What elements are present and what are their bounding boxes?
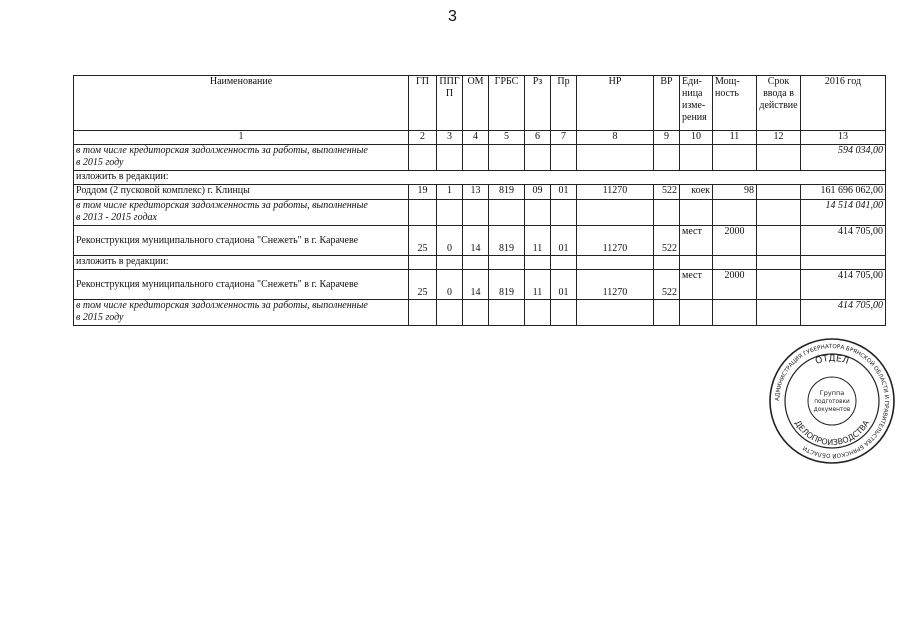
row-amount: 161 696 062,00 xyxy=(801,185,886,200)
stamp-line-1: ОТДЕЛ xyxy=(814,353,850,367)
official-stamp xyxy=(768,337,896,465)
stamp-center-1: Группа xyxy=(819,389,845,397)
row-vr: 522 xyxy=(654,226,680,256)
row-om: 13 xyxy=(463,185,489,200)
row-name: в том числе кредиторская задолженность за работы, выполненные в 2015 году xyxy=(74,300,409,326)
row-pr: 01 xyxy=(551,185,577,200)
row-rz: 11 xyxy=(525,226,551,256)
header-name: Наименование xyxy=(74,76,409,131)
row-ppgp: 0 xyxy=(437,270,463,300)
row-rz: 09 xyxy=(525,185,551,200)
col-number: 8 xyxy=(577,131,654,145)
col-number: 3 xyxy=(437,131,463,145)
row-name: Реконструкция муниципального стадиона "Снежеть" в г. Карачеве xyxy=(74,226,409,256)
header-nr: НР xyxy=(577,76,654,131)
header-vr: ВР xyxy=(654,76,680,131)
header-ppgp: ППГ П xyxy=(437,76,463,131)
row-unit: мест xyxy=(680,226,713,256)
row-ppgp: 0 xyxy=(437,226,463,256)
table-row xyxy=(74,200,886,226)
row-gp: 19 xyxy=(409,185,437,200)
col-number: 6 xyxy=(525,131,551,145)
row-nr: 11270 xyxy=(577,270,654,300)
header-unit: Еди- ница изме- рения xyxy=(680,76,713,131)
col-number: 1 xyxy=(74,131,409,145)
stamp-ring-text: АДМИНИСТРАЦИЯ ГУБЕРНАТОРА БРЯНСКОЙ ОБЛАСТИ И ПРАВИТЕЛЬСТВА БРЯНСКОЙ ОБЛАСТИ xyxy=(774,343,890,459)
header-year: 2016 год xyxy=(801,76,886,131)
budget-table xyxy=(73,75,886,326)
row-capacity: 2000 xyxy=(713,226,757,256)
svg-text:ОТДЕЛ xyxy=(814,354,850,367)
col-number: 9 xyxy=(654,131,680,145)
row-amount: 14 514 041,00 xyxy=(801,200,886,226)
row-amount: 594 034,00 xyxy=(801,145,886,171)
col-number: 10 xyxy=(680,131,713,145)
row-capacity: 98 xyxy=(713,185,757,200)
row-rz: 11 xyxy=(525,270,551,300)
header-om: ОМ xyxy=(463,76,489,131)
row-capacity: 2000 xyxy=(713,270,757,300)
table-row xyxy=(74,145,886,171)
header-grbs: ГРБС xyxy=(489,76,525,131)
col-number: 12 xyxy=(757,131,801,145)
row-amount: 414 705,00 xyxy=(801,226,886,256)
column-numbers-row xyxy=(74,131,886,145)
header-gp: ГП xyxy=(409,76,437,131)
table-row xyxy=(74,185,886,200)
col-number: 7 xyxy=(551,131,577,145)
row-vr: 522 xyxy=(654,185,680,200)
row-amount: 414 705,00 xyxy=(801,270,886,300)
col-number: 13 xyxy=(801,131,886,145)
row-note: изложить в редакции: xyxy=(74,256,409,270)
row-pr: 01 xyxy=(551,270,577,300)
table-row xyxy=(74,226,886,256)
row-name: в том числе кредиторская задолженность за работы, выполненные в 2015 году xyxy=(74,145,409,171)
page-number: 3 xyxy=(448,8,457,25)
row-om: 14 xyxy=(463,226,489,256)
row-vr: 522 xyxy=(654,270,680,300)
row-grbs: 819 xyxy=(489,226,525,256)
table-row xyxy=(74,270,886,300)
row-grbs: 819 xyxy=(489,185,525,200)
row-nr: 11270 xyxy=(577,226,654,256)
col-number: 5 xyxy=(489,131,525,145)
table-row xyxy=(74,256,886,270)
row-name: в том числе кредиторская задолженность за работы, выполненные в 2013 - 2015 годах xyxy=(74,200,409,226)
header-rz: Рз xyxy=(525,76,551,131)
header-pr: Пр xyxy=(551,76,577,131)
header-capacity: Мощ- ность xyxy=(713,76,757,131)
row-nr: 11270 xyxy=(577,185,654,200)
row-amount: 414 705,00 xyxy=(801,300,886,326)
row-ppgp: 1 xyxy=(437,185,463,200)
row-om: 14 xyxy=(463,270,489,300)
stamp-center-3: документов xyxy=(813,407,851,413)
col-number: 11 xyxy=(713,131,757,145)
stamp-line-2: ДЕЛОПРОИЗВОДСТВА xyxy=(792,418,872,448)
svg-text:ДЕЛОПРОИЗВОДСТВА xyxy=(793,418,871,447)
stamp-center-2: подготовки xyxy=(814,399,850,405)
row-name: Роддом (2 пусковой комплекс) г. Клинцы xyxy=(74,185,409,200)
table-row xyxy=(74,300,886,326)
row-note: изложить в редакции: xyxy=(74,171,886,185)
row-name: Реконструкция муниципального стадиона "Снежеть" в г. Карачеве xyxy=(74,270,409,300)
header-term: Срок ввода в действие xyxy=(757,76,801,131)
row-grbs: 819 xyxy=(489,270,525,300)
col-number: 2 xyxy=(409,131,437,145)
row-gp: 25 xyxy=(409,270,437,300)
row-unit: коек xyxy=(680,185,713,200)
table-row xyxy=(74,171,886,185)
row-pr: 01 xyxy=(551,226,577,256)
row-gp: 25 xyxy=(409,226,437,256)
header-row xyxy=(74,76,886,131)
col-number: 4 xyxy=(463,131,489,145)
row-unit: мест xyxy=(680,270,713,300)
